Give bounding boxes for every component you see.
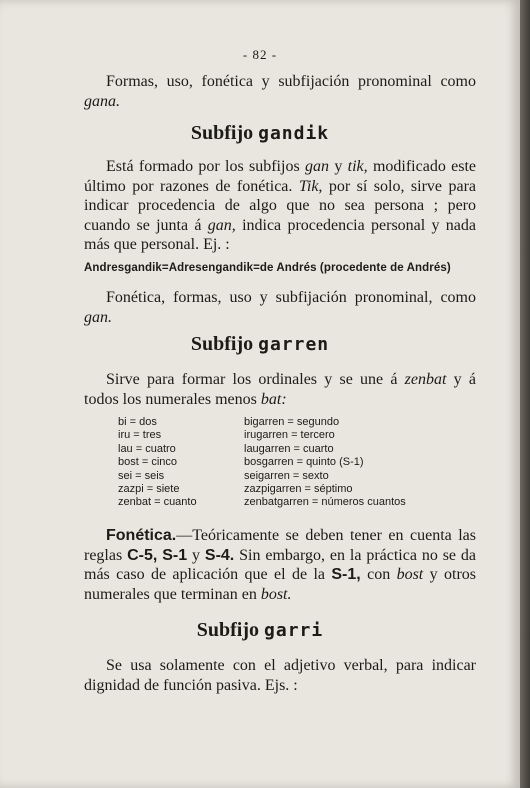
text-run: y otros numerales que terminan en — [84, 566, 477, 603]
gandik-paragraph-2 — [84, 288, 476, 327]
cardinal: sei = seis — [118, 469, 165, 482]
table-row — [0, 416, 520, 429]
heading-word: garren — [258, 334, 330, 355]
text-run: Está formado por los subfijos — [106, 158, 305, 175]
ordinal: laugarren = cuarto — [244, 442, 334, 455]
text-run: con — [360, 566, 397, 583]
emphasis: gan, — [207, 216, 236, 234]
text-run: y — [187, 546, 205, 564]
emphasis: gan — [305, 158, 329, 175]
heading-word: garri — [264, 620, 324, 641]
emphasis: zenbat — [404, 371, 447, 388]
text-run: Sirve para formar los ordinales y se une á — [106, 371, 405, 388]
heading-garri — [0, 619, 520, 642]
table-row — [0, 429, 520, 442]
emphasis: bat: — [260, 390, 287, 408]
table-row — [0, 456, 520, 469]
rule-ref: S-1, — [331, 566, 361, 583]
text-run: y — [329, 158, 348, 175]
heading-word: gandik — [258, 123, 330, 144]
text-run: por sí solo, sirve para indicar procedencia de algo que no sea persona ; pero cuando se junta á — [84, 177, 476, 234]
emphasis: Tik, — [298, 177, 323, 195]
page-edge — [520, 0, 530, 788]
gandik-example: Andresgandik=Adresengandik=de Andrés (procedente de Andrés) — [84, 262, 451, 274]
intro-paragraph — [84, 72, 476, 111]
cardinal: zazpi = siete — [118, 482, 180, 495]
cardinal: lau = cuatro — [118, 442, 176, 455]
heading-garren — [0, 333, 520, 356]
ordinal: irugarren = tercero — [244, 429, 335, 442]
heading-gandik — [0, 122, 520, 145]
cardinal: bi = dos — [118, 416, 157, 428]
heading-prefix: Subfijo — [190, 333, 259, 355]
rule-ref: S-4. — [204, 546, 235, 564]
table-row — [0, 496, 520, 509]
ordinal: seigarren = sexto — [244, 469, 329, 482]
fonetica-paragraph — [84, 526, 476, 604]
ordinal: zazpigarren = séptimo — [244, 482, 353, 495]
text-run: —Teóricamente se deben tener en cuenta las reglas — [84, 527, 476, 564]
cardinal: iru = tres — [118, 429, 162, 442]
rule-ref: S-1 — [162, 546, 188, 564]
ordinal: bosgarren = quinto (S-1) — [244, 456, 364, 469]
rule-ref: C-5, — [127, 546, 158, 564]
text-run: indica procedencia personal y nada más que personal. Ej. : — [84, 216, 477, 253]
heading-prefix: Subfijo — [196, 619, 265, 641]
text-run: Sin embargo, en la práctica no se da más caso de aplicación que el de la — [84, 546, 477, 583]
numerals-table — [0, 416, 520, 510]
cardinal: zenbat = cuanto — [118, 496, 197, 509]
emphasis: bost. — [260, 585, 292, 603]
table-row — [0, 443, 520, 456]
table-row — [0, 470, 520, 483]
emphasis: bost — [396, 566, 424, 583]
garren-paragraph — [84, 370, 476, 409]
ordinal: zenbatgarren = números cuantos — [244, 496, 406, 509]
text-run: Fonética, formas, uso y subfijación pronominal, como — [106, 289, 476, 306]
heading-prefix: Subfijo — [190, 122, 259, 144]
intro-em: gana. — [84, 92, 120, 110]
text-run: modificado este último por razones de fonética. — [84, 158, 477, 195]
text-run: y á todos los numerales menos — [84, 371, 476, 408]
emphasis: tik, — [347, 158, 368, 175]
ordinal: bigarren = segundo — [244, 416, 340, 428]
fonetica-label: Fonética. — [106, 527, 177, 544]
page-number: - 82 - — [242, 47, 278, 62]
emphasis: gan. — [84, 308, 112, 326]
gandik-paragraph — [84, 157, 476, 255]
table-row — [0, 483, 520, 496]
cardinal: bost = cinco — [118, 456, 178, 469]
intro-text: Formas, uso, fonética y subfijación pronominal como — [106, 73, 476, 90]
garri-paragraph: Se usa solamente con el adjetivo verbal, para indicar dignidad de función pasiva. Ejs. : — [84, 657, 476, 694]
